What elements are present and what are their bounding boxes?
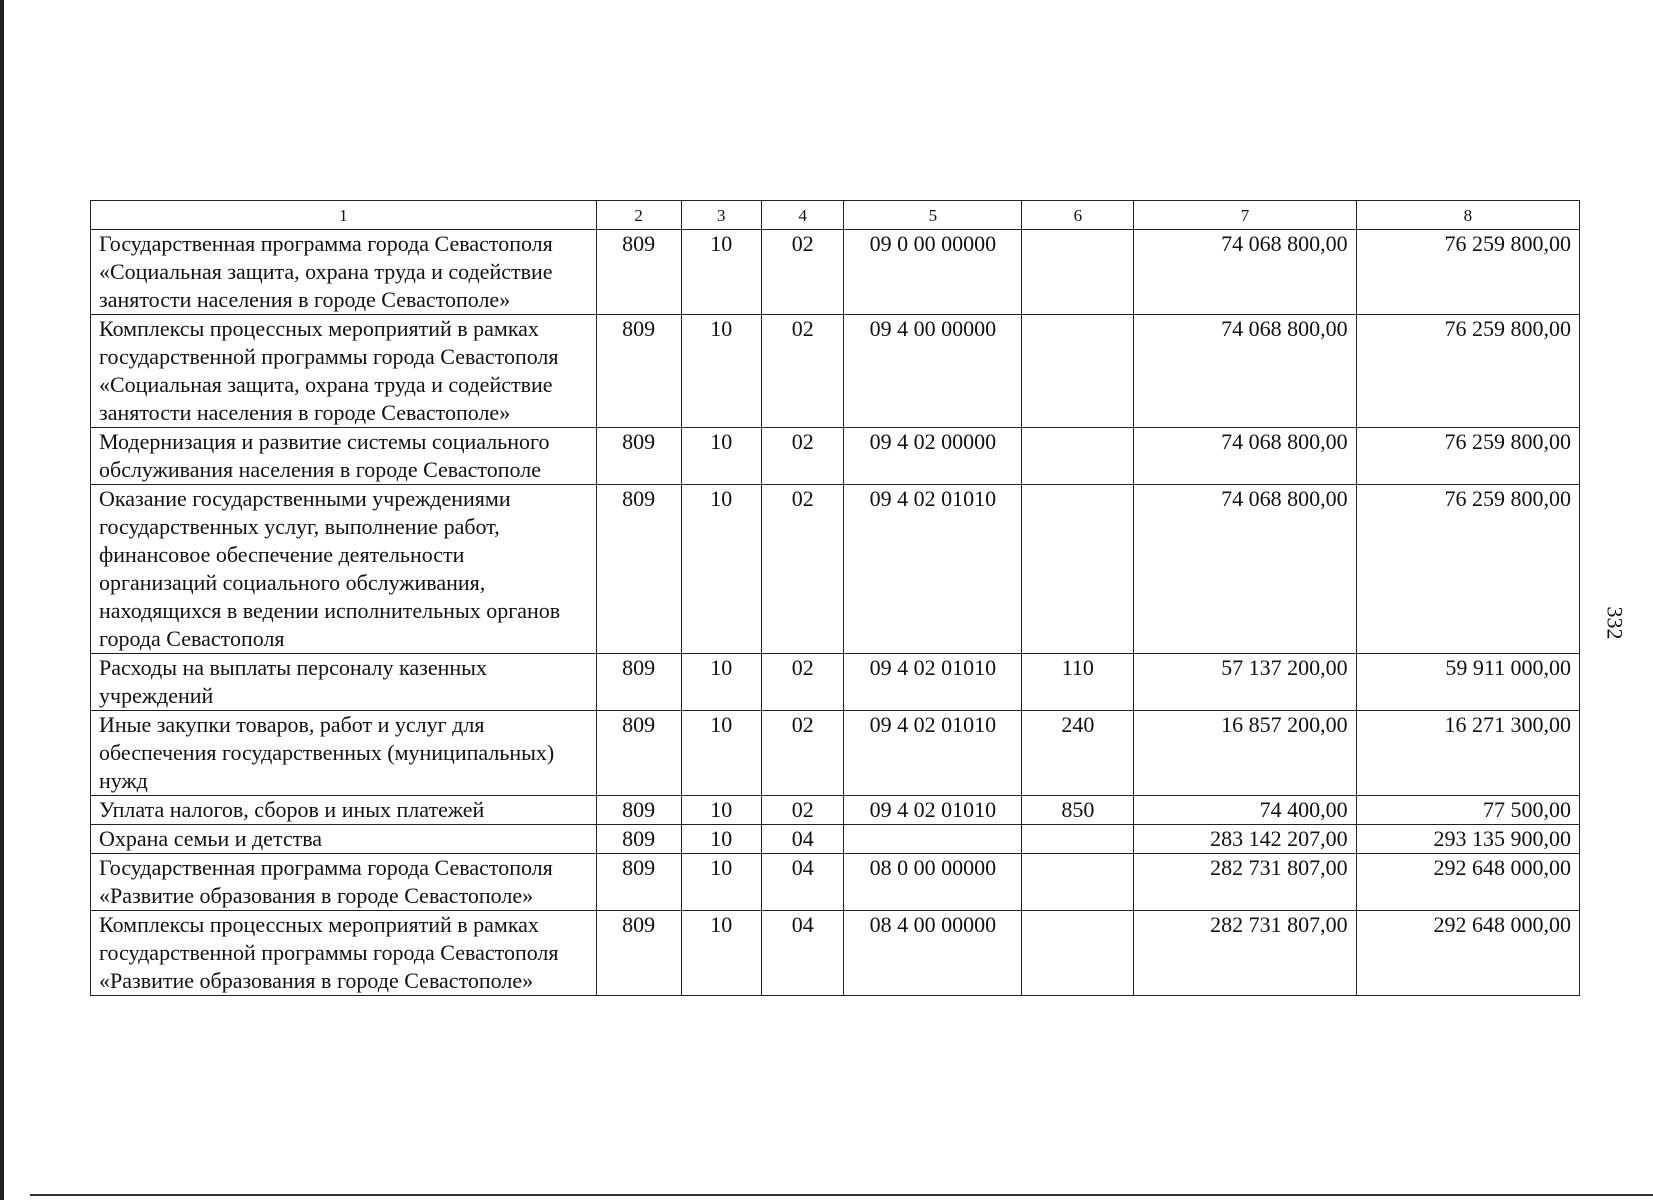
row-name: Охрана семьи и детства — [91, 825, 597, 854]
cell-department-code: 809 — [596, 825, 681, 854]
table-row — [91, 911, 1580, 996]
column-number: 7 — [1134, 201, 1356, 230]
page-bottom-rule — [30, 1194, 1653, 1196]
cell-department-code: 809 — [596, 315, 681, 428]
cell-department-code: 809 — [596, 428, 681, 485]
cell-target-article: 09 4 02 01010 — [844, 711, 1022, 796]
budget-table — [90, 200, 1580, 996]
cell-section-code: 10 — [681, 428, 761, 485]
table-row — [91, 485, 1580, 654]
cell-amount-year-1: 282 731 807,00 — [1134, 854, 1356, 911]
cell-subsection-code: 04 — [761, 911, 844, 996]
cell-expense-type: 110 — [1022, 654, 1134, 711]
cell-section-code: 10 — [681, 654, 761, 711]
table-row — [91, 796, 1580, 825]
cell-subsection-code: 02 — [761, 796, 844, 825]
cell-amount-year-1: 74 068 800,00 — [1134, 485, 1356, 654]
cell-expense-type: 850 — [1022, 796, 1134, 825]
cell-amount-year-2: 16 271 300,00 — [1356, 711, 1579, 796]
cell-amount-year-2: 59 911 000,00 — [1356, 654, 1579, 711]
cell-amount-year-2: 76 259 800,00 — [1356, 428, 1579, 485]
cell-expense-type — [1022, 485, 1134, 654]
cell-section-code: 10 — [681, 911, 761, 996]
cell-section-code: 10 — [681, 315, 761, 428]
cell-amount-year-1: 74 068 800,00 — [1134, 230, 1356, 315]
column-number: 5 — [844, 201, 1022, 230]
row-name: Государственная программа города Севастополя «Социальная защита, охрана труда и содействие занятости населения в городе Севастополе» — [91, 230, 597, 315]
row-name: Расходы на выплаты персоналу казенных учреждений — [91, 654, 597, 711]
page-left-edge — [0, 0, 4, 1200]
cell-amount-year-1: 282 731 807,00 — [1134, 911, 1356, 996]
cell-subsection-code: 02 — [761, 230, 844, 315]
cell-amount-year-2: 77 500,00 — [1356, 796, 1579, 825]
table-row — [91, 654, 1580, 711]
cell-subsection-code: 04 — [761, 825, 844, 854]
cell-expense-type — [1022, 911, 1134, 996]
row-name: Комплексы процессных мероприятий в рамках государственной программы города Севастополя «Социальная защита, охрана труда и содействие занятости населения в городе Севастополе» — [91, 315, 597, 428]
cell-amount-year-1: 57 137 200,00 — [1134, 654, 1356, 711]
cell-expense-type — [1022, 825, 1134, 854]
column-number: 1 — [91, 201, 597, 230]
cell-section-code: 10 — [681, 854, 761, 911]
cell-target-article — [844, 825, 1022, 854]
column-number: 2 — [596, 201, 681, 230]
cell-section-code: 10 — [681, 230, 761, 315]
column-number-row — [91, 201, 1580, 230]
cell-expense-type: 240 — [1022, 711, 1134, 796]
page-number: 332 — [1602, 606, 1628, 640]
row-name: Иные закупки товаров, работ и услуг для обеспечения государственных (муниципальных) нужд — [91, 711, 597, 796]
cell-expense-type — [1022, 230, 1134, 315]
cell-department-code: 809 — [596, 711, 681, 796]
cell-section-code: 10 — [681, 485, 761, 654]
cell-subsection-code: 02 — [761, 654, 844, 711]
column-number: 6 — [1022, 201, 1134, 230]
row-name: Модернизация и развитие системы социального обслуживания населения в городе Севастополе — [91, 428, 597, 485]
cell-target-article: 09 4 02 00000 — [844, 428, 1022, 485]
cell-amount-year-2: 292 648 000,00 — [1356, 911, 1579, 996]
row-name: Уплата налогов, сборов и иных платежей — [91, 796, 597, 825]
cell-target-article: 09 4 02 01010 — [844, 654, 1022, 711]
cell-subsection-code: 02 — [761, 485, 844, 654]
cell-amount-year-2: 292 648 000,00 — [1356, 854, 1579, 911]
column-number: 3 — [681, 201, 761, 230]
row-name: Государственная программа города Севастополя «Развитие образования в городе Севастополе» — [91, 854, 597, 911]
cell-amount-year-2: 76 259 800,00 — [1356, 485, 1579, 654]
cell-department-code: 809 — [596, 654, 681, 711]
cell-subsection-code: 02 — [761, 711, 844, 796]
cell-department-code: 809 — [596, 796, 681, 825]
table-row — [91, 711, 1580, 796]
cell-expense-type — [1022, 854, 1134, 911]
cell-section-code: 10 — [681, 825, 761, 854]
budget-table-body — [91, 201, 1580, 996]
cell-section-code: 10 — [681, 711, 761, 796]
row-name: Комплексы процессных мероприятий в рамках государственной программы города Севастополя «Развитие образования в городе Севастополе» — [91, 911, 597, 996]
cell-department-code: 809 — [596, 485, 681, 654]
cell-target-article: 09 0 00 00000 — [844, 230, 1022, 315]
cell-amount-year-2: 293 135 900,00 — [1356, 825, 1579, 854]
cell-section-code: 10 — [681, 796, 761, 825]
cell-target-article: 08 4 00 00000 — [844, 911, 1022, 996]
cell-target-article: 08 0 00 00000 — [844, 854, 1022, 911]
cell-target-article: 09 4 02 01010 — [844, 485, 1022, 654]
cell-expense-type — [1022, 428, 1134, 485]
table-row — [91, 315, 1580, 428]
cell-amount-year-2: 76 259 800,00 — [1356, 230, 1579, 315]
cell-department-code: 809 — [596, 911, 681, 996]
column-number: 4 — [761, 201, 844, 230]
cell-expense-type — [1022, 315, 1134, 428]
cell-amount-year-1: 16 857 200,00 — [1134, 711, 1356, 796]
table-row — [91, 230, 1580, 315]
cell-subsection-code: 02 — [761, 315, 844, 428]
cell-amount-year-1: 74 068 800,00 — [1134, 315, 1356, 428]
cell-department-code: 809 — [596, 854, 681, 911]
table-row — [91, 825, 1580, 854]
cell-subsection-code: 02 — [761, 428, 844, 485]
row-name: Оказание государственными учреждениями государственных услуг, выполнение работ, финансовое обеспечение деятельности организаций социального обслуживания, находящихся в ведении исполнительных органов города Севастополя — [91, 485, 597, 654]
cell-department-code: 809 — [596, 230, 681, 315]
cell-target-article: 09 4 02 01010 — [844, 796, 1022, 825]
cell-target-article: 09 4 00 00000 — [844, 315, 1022, 428]
table-row — [91, 428, 1580, 485]
column-number: 8 — [1356, 201, 1579, 230]
table-row — [91, 854, 1580, 911]
cell-amount-year-1: 74 400,00 — [1134, 796, 1356, 825]
cell-subsection-code: 04 — [761, 854, 844, 911]
cell-amount-year-1: 283 142 207,00 — [1134, 825, 1356, 854]
cell-amount-year-1: 74 068 800,00 — [1134, 428, 1356, 485]
cell-amount-year-2: 76 259 800,00 — [1356, 315, 1579, 428]
